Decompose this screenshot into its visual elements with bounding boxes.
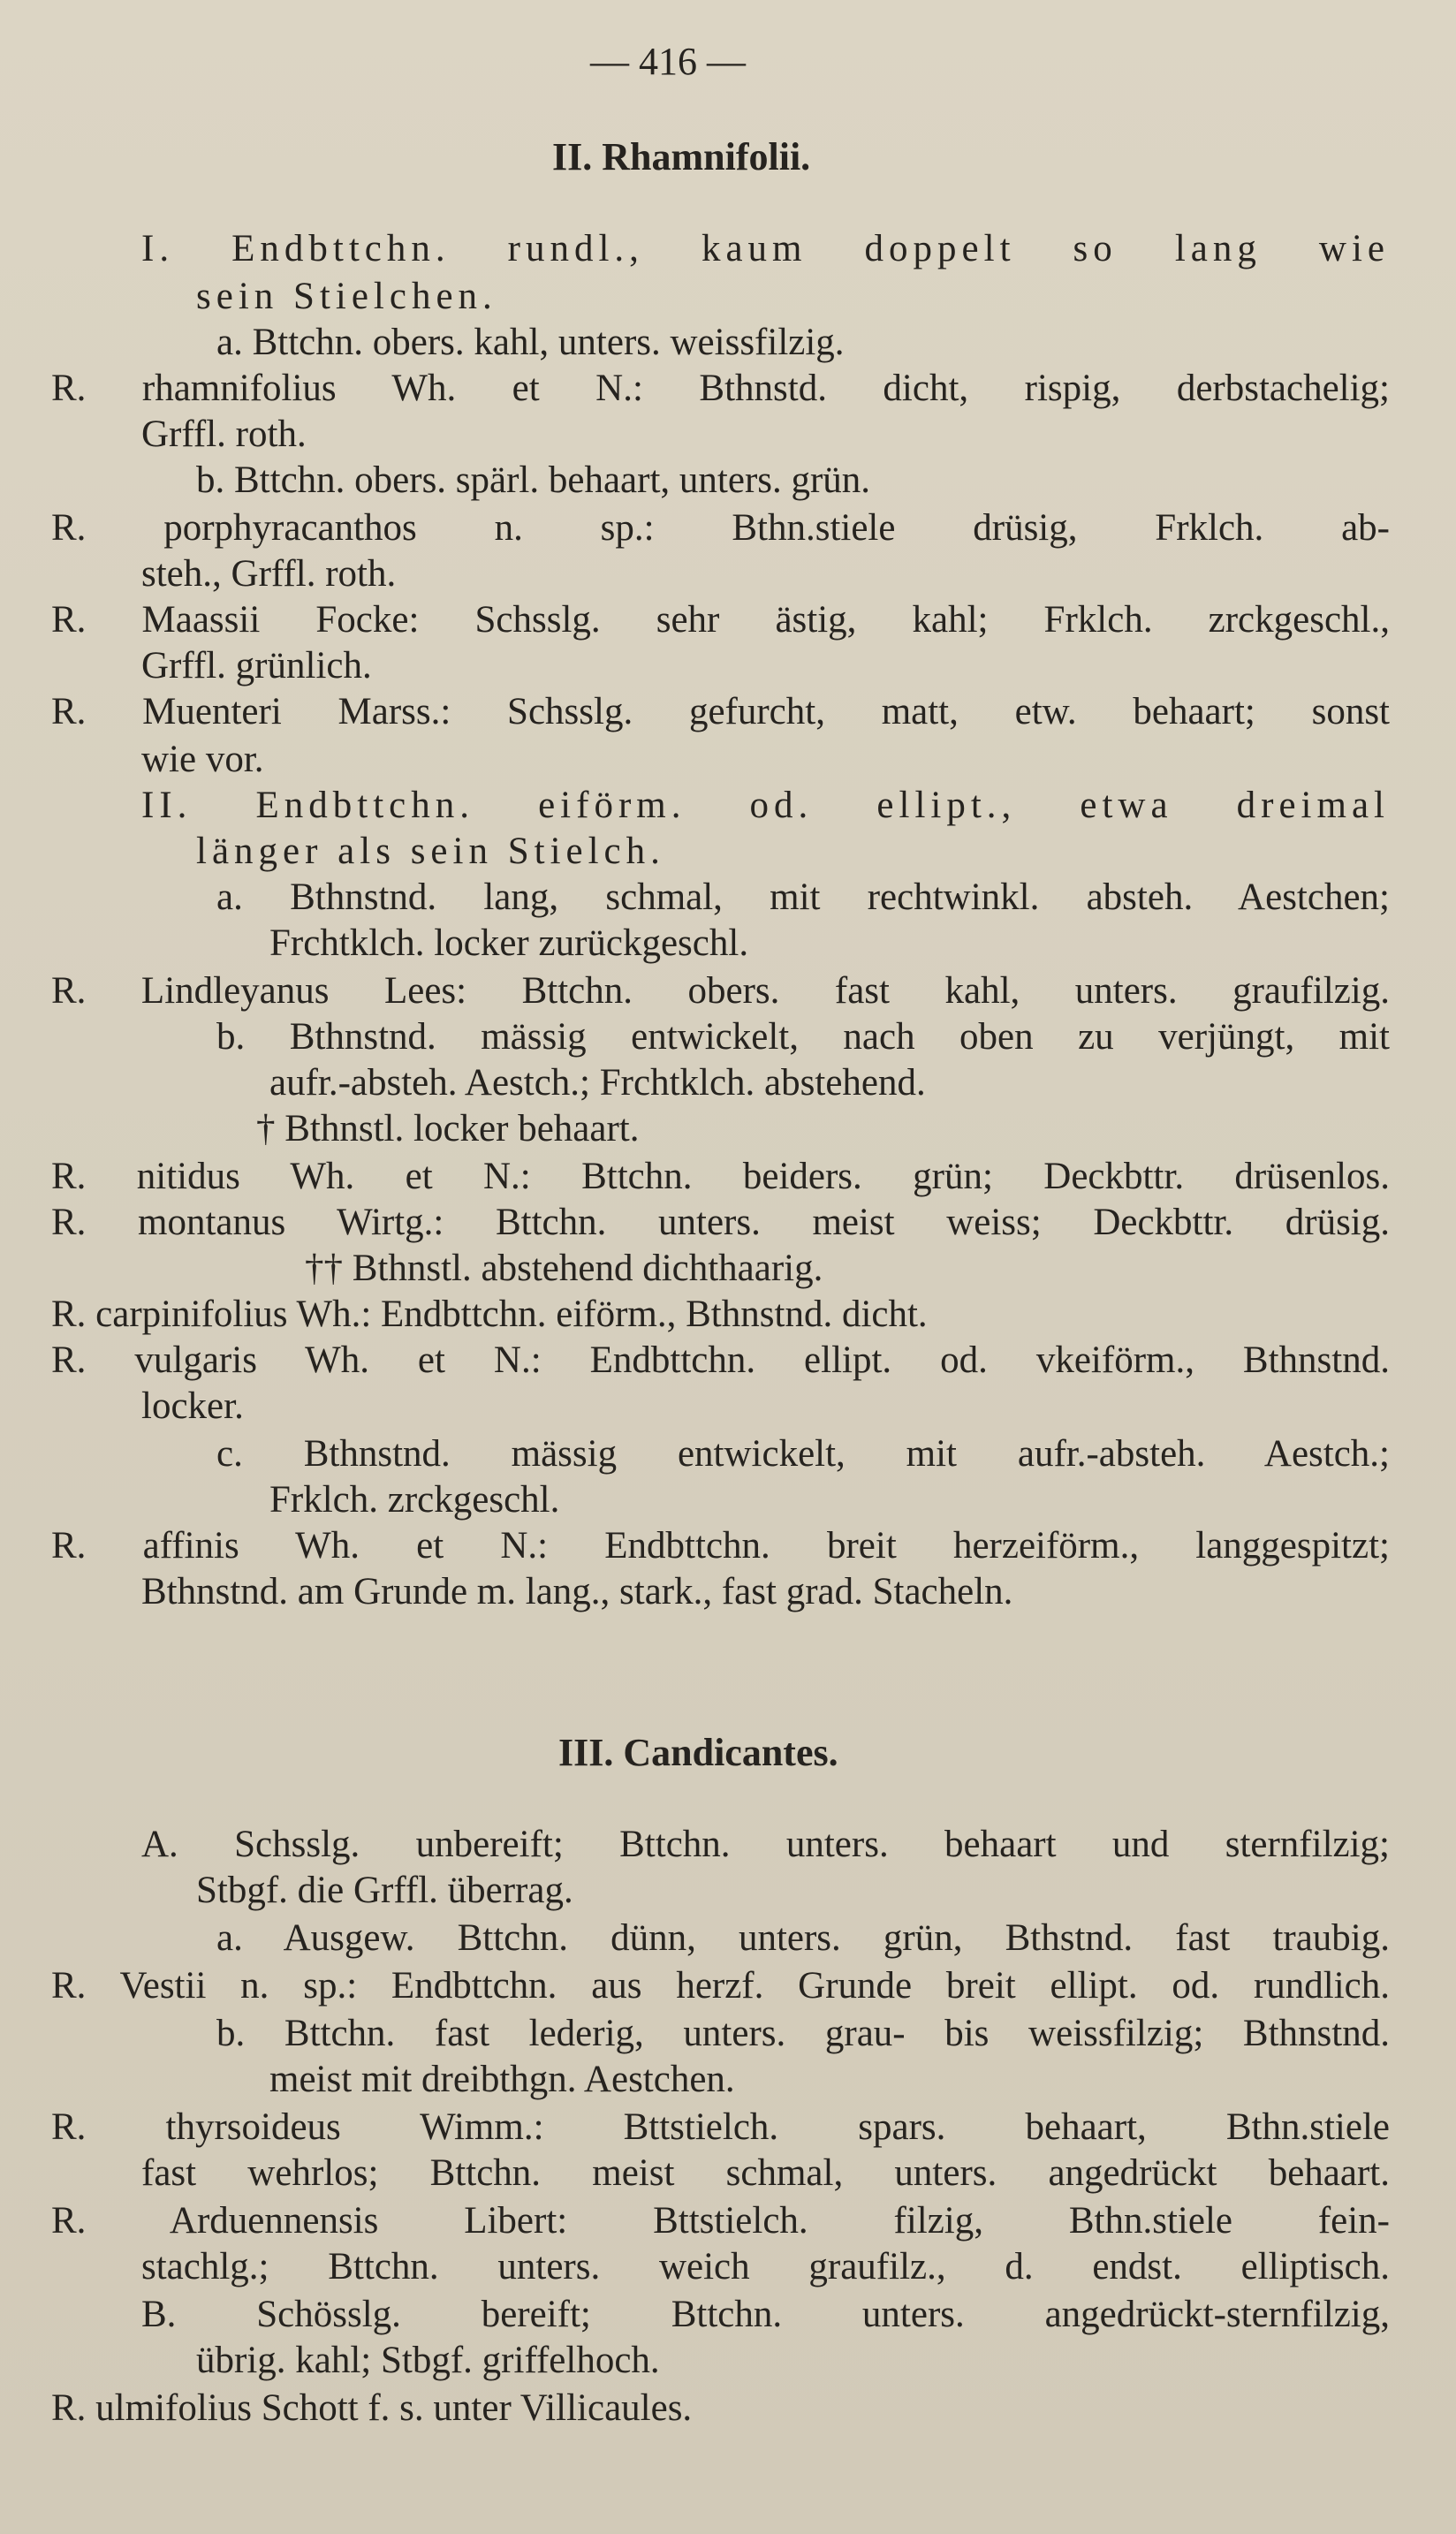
text-line: wie vor. bbox=[141, 739, 264, 780]
text-line: † Bthnstl. locker behaart. bbox=[256, 1108, 640, 1149]
text-line: aufr.-absteh. Aestch.; Frchtklch. abstehend. bbox=[269, 1062, 926, 1104]
text-line: Frklch. zrckgeschl. bbox=[269, 1479, 560, 1521]
text-line: R. montanus Wirtg.: Bttchn. unters. meist weiss; Deckbttr. drüsig. bbox=[51, 1202, 1390, 1243]
text-line: b. Bthnstnd. mässig entwickelt, nach oben zu verjüngt, mit bbox=[216, 1016, 1390, 1058]
text-line: locker. bbox=[141, 1385, 244, 1427]
text-line: länger als sein Stielch. bbox=[196, 831, 665, 872]
text-line: †† Bthnstl. abstehend dichthaarig. bbox=[305, 1248, 823, 1289]
text-line: Grffl. roth. bbox=[141, 413, 307, 455]
text-line: Bthnstnd. am Grunde m. lang., stark., fast grad. Stacheln. bbox=[141, 1571, 1013, 1612]
text-line: R. Vestii n. sp.: Endbttchn. aus herzf. Grunde breit ellipt. od. rundlich. bbox=[51, 1965, 1390, 2007]
text-line: R. Arduennensis Libert: Bttstielch. filzig, Bthn.stiele fein- bbox=[51, 2200, 1390, 2242]
section-title-rhamnifolii: II. Rhamnifolii. bbox=[552, 135, 811, 178]
text-line: a. Ausgew. Bttchn. dünn, unters. grün, Bthstnd. fast traubig. bbox=[216, 1917, 1390, 1959]
text-line: R. carpinifolius Wh.: Endbttchn. eiförm., Bthnstnd. dicht. bbox=[51, 1294, 928, 1335]
text-line: c. Bthnstnd. mässig entwickelt, mit aufr.-absteh. Aestch.; bbox=[216, 1433, 1390, 1475]
text-line: R. nitidus Wh. et N.: Bttchn. beiders. grün; Deckbttr. drüsenlos. bbox=[51, 1156, 1390, 1197]
text-line: R. ulmifolius Schott f. s. unter Villicaules. bbox=[51, 2387, 693, 2429]
text-line: R. Muenteri Marss.: Schsslg. gefurcht, matt, etw. behaart; sonst bbox=[51, 691, 1390, 732]
text-line: B. Schösslg. bereift; Bttchn. unters. angedrückt-sternfilzig, bbox=[141, 2294, 1390, 2335]
text-line: stachlg.; Bttchn. unters. weich graufilz., d. endst. elliptisch. bbox=[141, 2246, 1390, 2287]
text-line: sein Stielchen. bbox=[196, 276, 497, 317]
page-number: — 416 — bbox=[590, 40, 746, 83]
text-line: Frchtklch. locker zurückgeschl. bbox=[269, 922, 749, 964]
text-line: a. Bttchn. obers. kahl, unters. weissfilzig. bbox=[216, 322, 845, 363]
text-line: I. Endbttchn. rundl., kaum doppelt so lang wie bbox=[141, 228, 1390, 269]
text-line: R. affinis Wh. et N.: Endbttchn. breit herzeiförm., langgespitzt; bbox=[51, 1525, 1390, 1567]
text-line: Grffl. grünlich. bbox=[141, 645, 372, 687]
text-line: fast wehrlos; Bttchn. meist schmal, unters. angedrückt behaart. bbox=[141, 2152, 1390, 2194]
text-line: a. Bthnstnd. lang, schmal, mit rechtwinkl. absteh. Aestchen; bbox=[216, 876, 1390, 918]
text-line: R. Lindleyanus Lees: Bttchn. obers. fast kahl, unters. graufilzig. bbox=[51, 970, 1390, 1012]
text-line: R. rhamnifolius Wh. et N.: Bthnstd. dicht, rispig, derbstachelig; bbox=[51, 368, 1390, 409]
text-line: steh., Grffl. roth. bbox=[141, 553, 397, 595]
text-line: R. porphyracanthos n. sp.: Bthn.stiele drüsig, Frklch. ab- bbox=[51, 507, 1390, 549]
text-line: übrig. kahl; Stbgf. griffelhoch. bbox=[196, 2340, 660, 2381]
text-line: R. vulgaris Wh. et N.: Endbttchn. ellipt. od. vkeiförm., Bthnstnd. bbox=[51, 1339, 1390, 1381]
text-line: meist mit dreibthgn. Aestchen. bbox=[269, 2059, 735, 2100]
text-line: b. Bttchn. obers. spärl. behaart, unters. grün. bbox=[196, 459, 871, 501]
text-line: II. Endbttchn. eiförm. od. ellipt., etwa dreimal bbox=[141, 785, 1390, 826]
text-line: A. Schsslg. unbereift; Bttchn. unters. behaart und sternfilzig; bbox=[141, 1824, 1390, 1865]
text-line: b. Bttchn. fast lederig, unters. grau- bis weissfilzig; Bthnstnd. bbox=[216, 2013, 1390, 2054]
text-line: R. thyrsoideus Wimm.: Bttstielch. spars. behaart, Bthn.stiele bbox=[51, 2106, 1390, 2148]
text-line: Stbgf. die Grffl. überrag. bbox=[196, 1870, 573, 1911]
section-title-candicantes: III. Candicantes. bbox=[558, 1731, 838, 1774]
text-line: R. Maassii Focke: Schsslg. sehr ästig, kahl; Frklch. zrckgeschl., bbox=[51, 599, 1390, 641]
